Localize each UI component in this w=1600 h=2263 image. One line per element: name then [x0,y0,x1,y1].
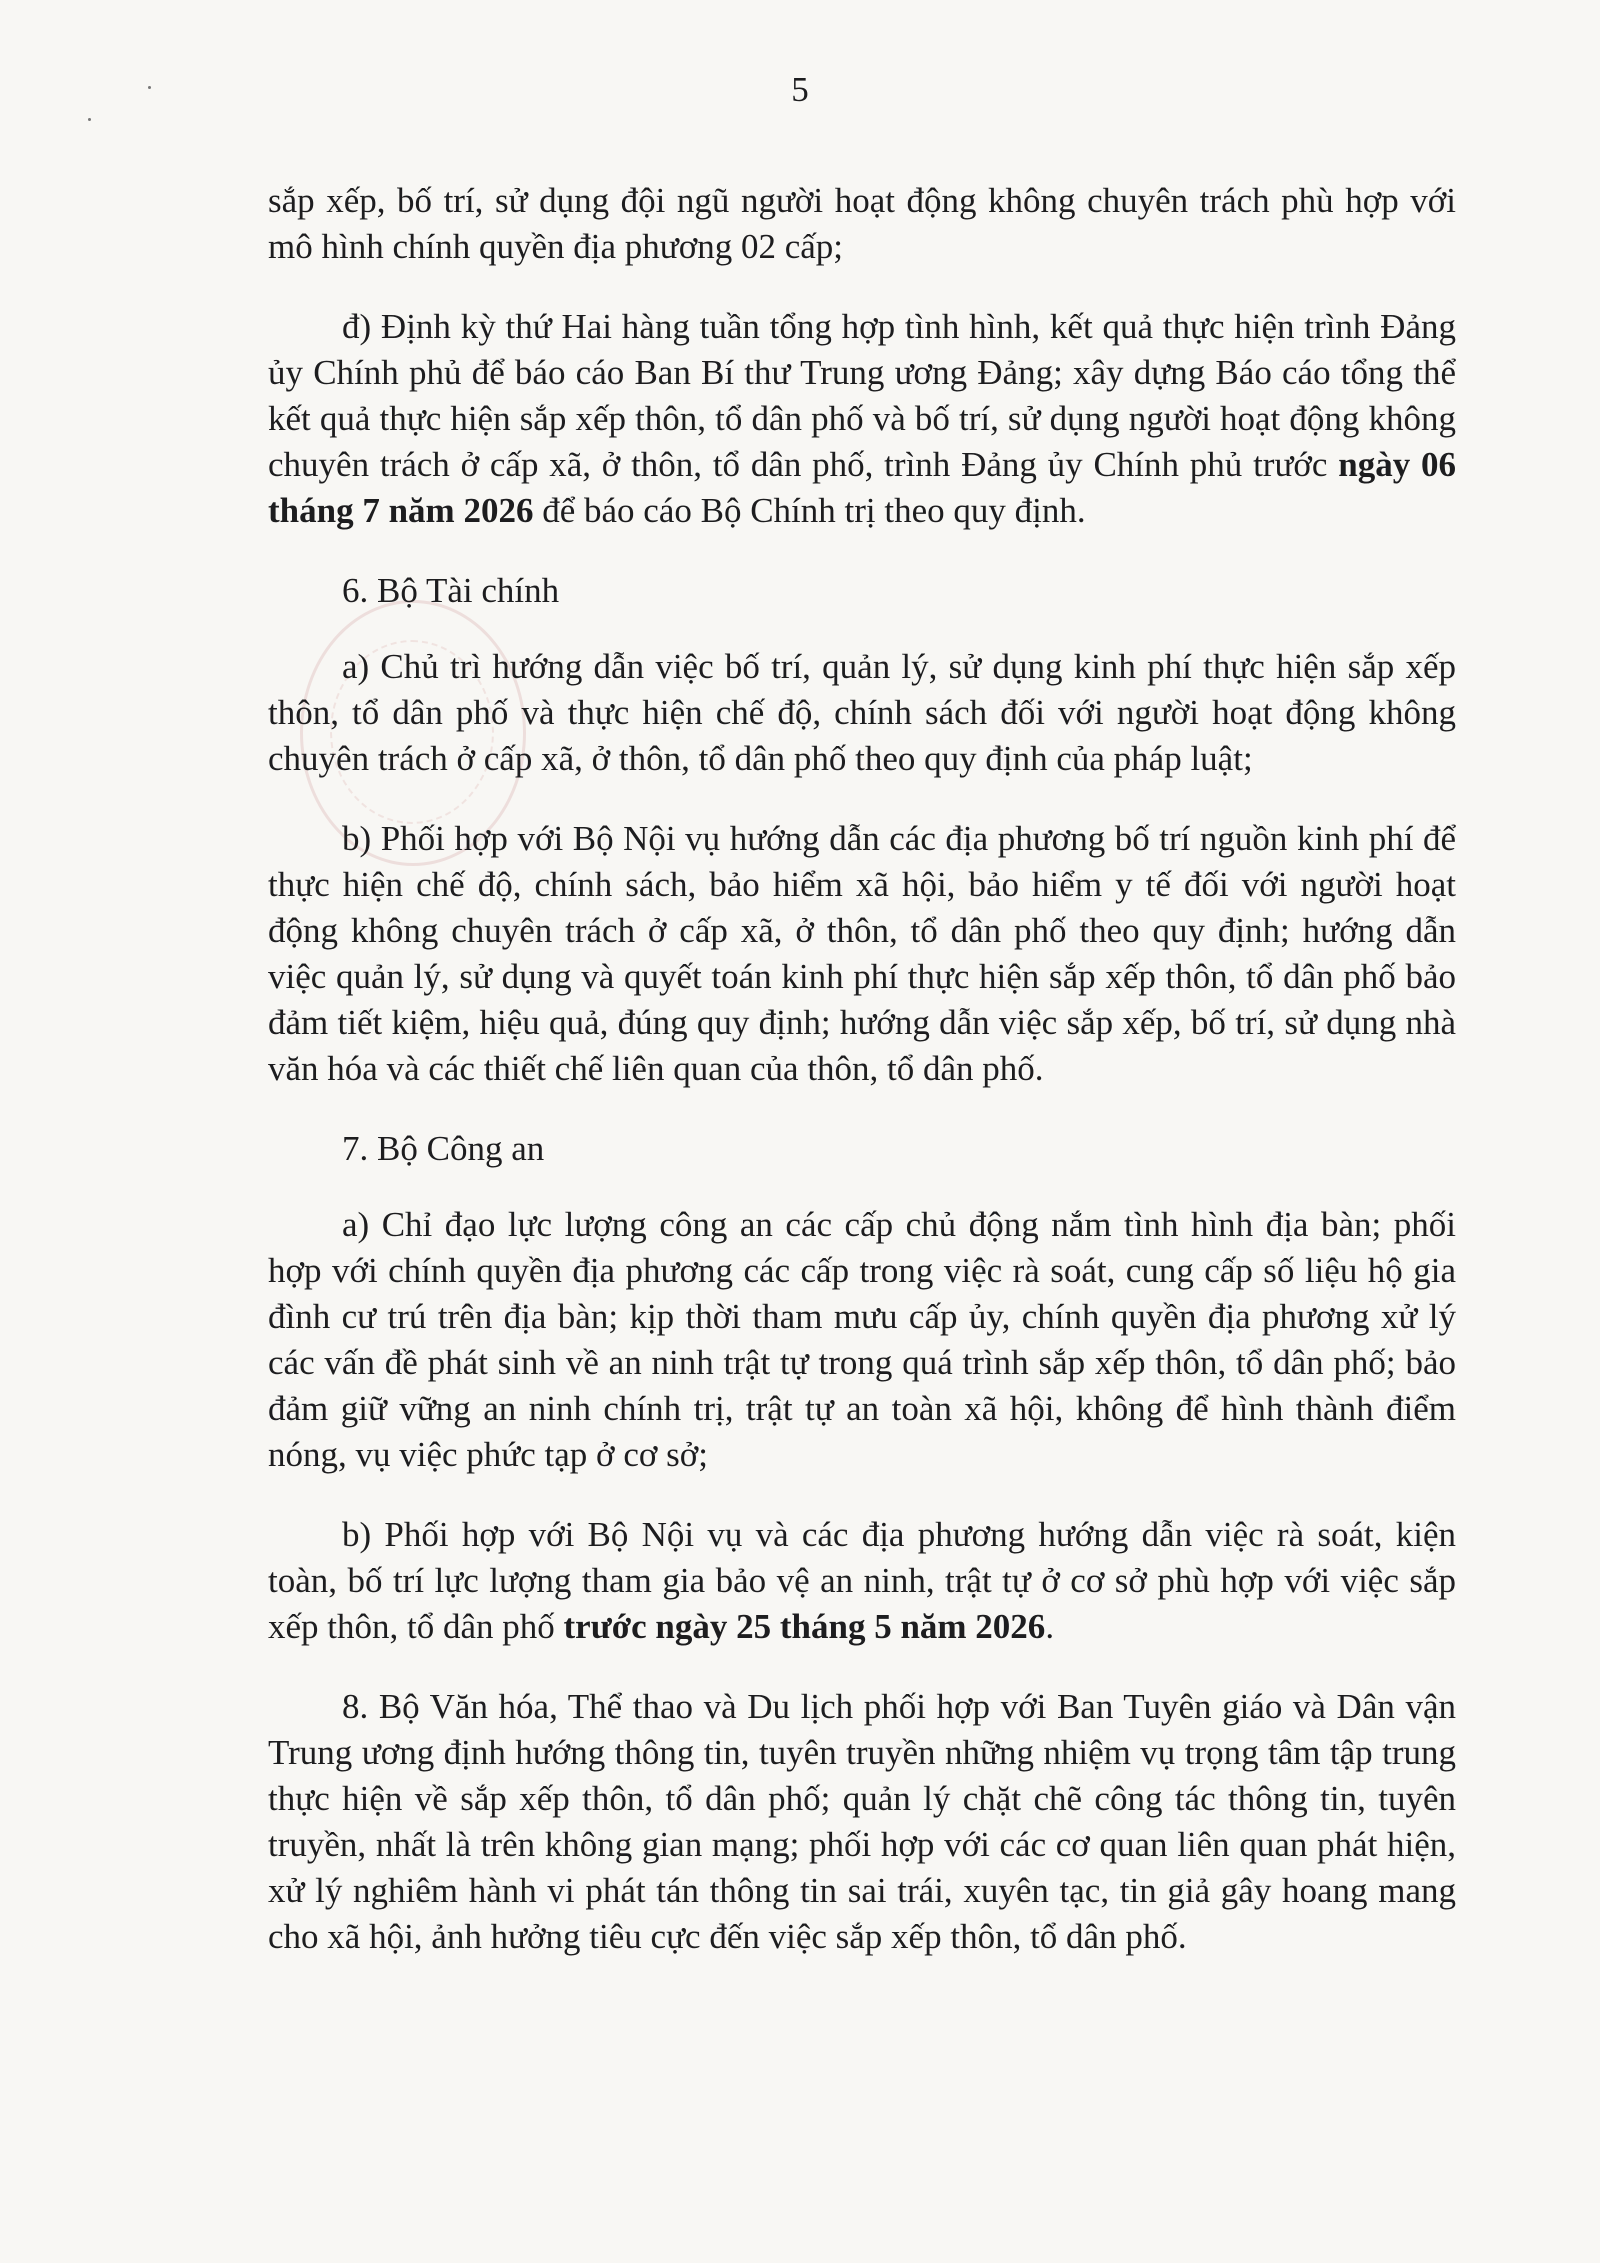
paragraph-text: 6. Bộ Tài chính [342,571,560,610]
paragraph-text: a) Chỉ đạo lực lượng công an các cấp chủ động nắm tình hình địa bàn; phối hợp với chính quyền địa phương các cấp trong việc rà soát, cung cấp số liệu hộ gia đình cư trú trên địa bàn; kịp thời tham mưu cấp ủy, chính quyền địa phương xử lý các vấn đề phát sinh về an ninh trật tự trong quá trình sắp xếp thôn, tổ dân phố; bảo đảm giữ vững an ninh chính trị, trật tự an toàn xã hội, không để hình thành điểm nóng, vụ việc phức tạp ở cơ sở; [268,1205,1456,1474]
document-body [268,178,1456,1994]
bold-text: trước ngày 25 tháng 5 năm 2026 [563,1607,1046,1646]
paragraph-text: đ) Định kỳ thứ Hai hàng tuần tổng hợp tình hình, kết quả thực hiện trình Đảng ủy Chính phủ để báo cáo Ban Bí thư Trung ương Đảng; xây dựng Báo cáo tổng thể kết quả thực hiện sắp xếp thôn, tổ dân phố và bố trí, sử dụng người hoạt động không chuyên trách ở cấp xã, ở thôn, tổ dân phố, trình Đảng ủy Chính phủ trước [268,307,1456,484]
scan-speck [88,118,91,121]
page-number: 5 [791,70,809,109]
paragraph-text: 8. Bộ Văn hóa, Thể thao và Du lịch phối hợp với Ban Tuyên giáo và Dân vận Trung ương định hướng thông tin, tuyên truyền những nhiệm vụ trọng tâm tập trung thực hiện về sắp xếp thôn, tổ dân phố; quản lý chặt chẽ công tác thông tin, tuyên truyền, nhất là trên không gian mạng; phối hợp với các cơ quan liên quan phát hiện, xử lý nghiêm hành vi phát tán thông tin sai trái, xuyên tạc, tin giả gây hoang mang cho xã hội, ảnh hưởng tiêu cực đến việc sắp xếp thôn, tổ dân phố. [268,1687,1456,1956]
bold-text: ngày 06 tháng 7 năm 2026 [268,445,1456,530]
paragraph [268,1512,1456,1650]
paragraph [268,1684,1456,1960]
paragraph-text: a) Chủ trì hướng dẫn việc bố trí, quản lý, sử dụng kinh phí thực hiện sắp xếp thôn, tổ dân phố và thực hiện chế độ, chính sách đối với người hoạt động không chuyên trách ở cấp xã, ở thôn, tổ dân phố theo quy định của pháp luật; [268,647,1456,778]
section-heading [268,1126,1456,1172]
paragraph [268,644,1456,782]
paragraph [268,816,1456,1092]
paragraph-text: b) Phối hợp với Bộ Nội vụ hướng dẫn các địa phương bố trí nguồn kinh phí để thực hiện chế độ, chính sách, bảo hiểm xã hội, bảo hiểm y tế đối với người hoạt động không chuyên trách ở cấp xã, ở thôn, tổ dân phố theo quy định; hướng dẫn việc quản lý, sử dụng và quyết toán kinh phí thực hiện sắp xếp thôn, tổ dân phố bảo đảm tiết kiệm, hiệu quả, đúng quy định; hướng dẫn việc sắp xếp, bố trí, sử dụng nhà văn hóa và các thiết chế liên quan của thôn, tổ dân phố. [268,819,1456,1088]
paragraph-text: để báo cáo Bộ Chính trị theo quy định. [533,491,1086,530]
paragraph-text: 7. Bộ Công an [342,1129,545,1168]
paragraph-text: sắp xếp, bố trí, sử dụng đội ngũ người hoạt động không chuyên trách phù hợp với mô hình chính quyền địa phương 02 cấp; [268,181,1456,266]
paragraph [268,178,1456,270]
paragraph-text: b) Phối hợp với Bộ Nội vụ và các địa phương hướng dẫn việc rà soát, kiện toàn, bố trí lực lượng tham gia bảo vệ an ninh, trật tự ở cơ sở phù hợp với việc sắp xếp thôn, tổ dân phố [268,1515,1456,1646]
section-heading [268,568,1456,614]
paragraph [268,304,1456,534]
paragraph-text: . [1045,1607,1055,1646]
paragraph [268,1202,1456,1478]
